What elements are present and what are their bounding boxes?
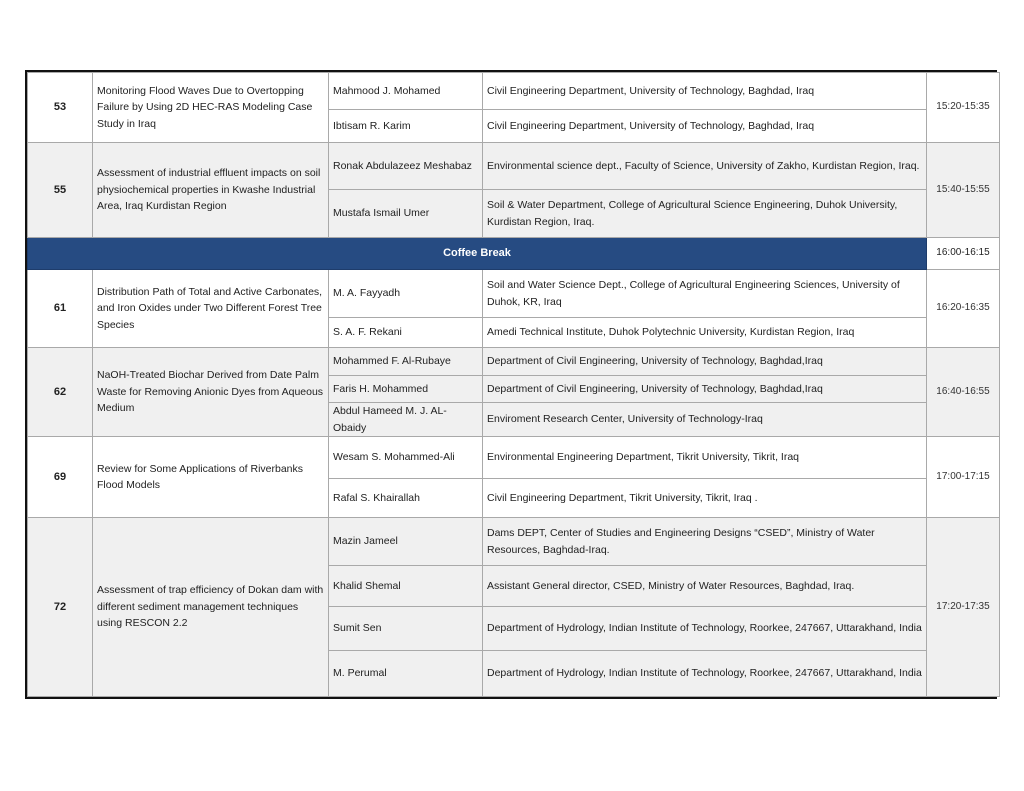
program-table [27, 72, 1000, 697]
time-slot: 15:40-15:55 [927, 143, 1000, 238]
time-slot: 17:00-17:15 [927, 437, 1000, 518]
time-slot: 16:40-16:55 [927, 348, 1000, 437]
author-affiliation: Civil Engineering Department, Tikrit University, Tikrit, Iraq . [483, 479, 927, 518]
author-affiliation: Assistant General director, CSED, Ministry of Water Resources, Baghdad, Iraq. [483, 566, 927, 607]
author-affiliation: Soil & Water Department, College of Agricultural Science Engineering, Duhok University, Kurdistan Region, Iraq. [483, 190, 927, 238]
author-name: Khalid Shemal [329, 566, 483, 607]
author-name: S. A. F. Rekani [329, 318, 483, 348]
table-row [28, 437, 1000, 479]
paper-title: NaOH-Treated Biochar Derived from Date Palm Waste for Removing Anionic Dyes from Aqueous Medium [93, 348, 329, 437]
author-name: Faris H. Mohammed [329, 376, 483, 403]
author-affiliation: Civil Engineering Department, University of Technology, Baghdad, Iraq [483, 110, 927, 143]
author-affiliation: Environmental Engineering Department, Tikrit University, Tikrit, Iraq [483, 437, 927, 479]
coffee-break-time: 16:00-16:15 [927, 238, 1000, 270]
author-name: Rafal S. Khairallah [329, 479, 483, 518]
author-affiliation: Department of Civil Engineering, University of Technology, Baghdad,Iraq [483, 348, 927, 376]
time-slot: 16:20-16:35 [927, 270, 1000, 348]
author-affiliation: Civil Engineering Department, University of Technology, Baghdad, Iraq [483, 73, 927, 110]
table-row [28, 143, 1000, 190]
author-name: M. Perumal [329, 651, 483, 697]
author-name: Mohammed F. Al-Rubaye [329, 348, 483, 376]
author-name: Ronak Abdulazeez Meshabaz [329, 143, 483, 190]
author-affiliation: Environmental science dept., Faculty of Science, University of Zakho, Kurdistan Region, Iraq. [483, 143, 927, 190]
program-table-frame [25, 70, 997, 699]
coffee-break-label: Coffee Break [28, 238, 927, 270]
time-slot: 15:20-15:35 [927, 73, 1000, 143]
paper-id: 72 [28, 518, 93, 697]
author-name: Sumit Sen [329, 607, 483, 651]
paper-title: Review for Some Applications of Riverbanks Flood Models [93, 437, 329, 518]
author-name: M. A. Fayyadh [329, 270, 483, 318]
author-name: Mustafa Ismail Umer [329, 190, 483, 238]
paper-id: 62 [28, 348, 93, 437]
author-affiliation: Department of Hydrology, Indian Institute of Technology, Roorkee, 247667, Uttarakhand, India [483, 651, 927, 697]
table-row [28, 348, 1000, 376]
author-affiliation: Amedi Technical Institute, Duhok Polytechnic University, Kurdistan Region, Iraq [483, 318, 927, 348]
table-row [28, 270, 1000, 318]
paper-title: Monitoring Flood Waves Due to Overtopping Failure by Using 2D HEC-RAS Modeling Case Study in Iraq [93, 73, 329, 143]
table-row [28, 73, 1000, 110]
author-affiliation: Department of Civil Engineering, University of Technology, Baghdad,Iraq [483, 376, 927, 403]
author-name: Abdul Hameed M. J. AL-Obaidy [329, 403, 483, 437]
paper-id: 61 [28, 270, 93, 348]
author-name: Mazin Jameel [329, 518, 483, 566]
coffee-break-row [28, 238, 1000, 270]
author-name: Ibtisam R. Karim [329, 110, 483, 143]
paper-id: 55 [28, 143, 93, 238]
paper-id: 69 [28, 437, 93, 518]
paper-title: Assessment of trap efficiency of Dokan dam with different sediment management techniques using RESCON 2.2 [93, 518, 329, 697]
author-name: Mahmood J. Mohamed [329, 73, 483, 110]
author-affiliation: Enviroment Research Center, University of Technology-Iraq [483, 403, 927, 437]
paper-title: Assessment of industrial effluent impacts on soil physiochemical properties in Kwashe Industrial Area, Iraq Kurdistan Region [93, 143, 329, 238]
paper-title: Distribution Path of Total and Active Carbonates, and Iron Oxides under Two Different Forest Tree Species [93, 270, 329, 348]
author-affiliation: Soil and Water Science Dept., College of Agricultural Engineering Sciences, University of Duhok, KR, Iraq [483, 270, 927, 318]
author-affiliation: Department of Hydrology, Indian Institute of Technology, Roorkee, 247667, Uttarakhand, India [483, 607, 927, 651]
time-slot: 17:20-17:35 [927, 518, 1000, 697]
author-name: Wesam S. Mohammed-Ali [329, 437, 483, 479]
table-row [28, 518, 1000, 566]
paper-id: 53 [28, 73, 93, 143]
author-affiliation: Dams DEPT, Center of Studies and Engineering Designs “CSED”, Ministry of Water Resources, Baghdad-Iraq. [483, 518, 927, 566]
